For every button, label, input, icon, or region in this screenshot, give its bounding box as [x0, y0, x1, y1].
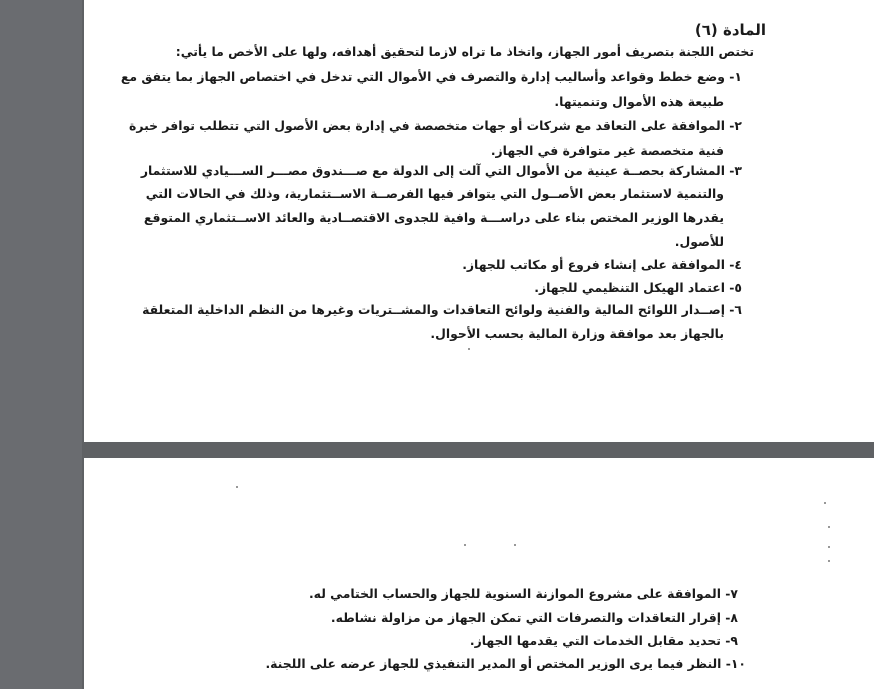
- scan-speck: [468, 348, 470, 350]
- clause-line: ٢- الموافقة على التعاقد مع شركات أو جهات متخصصة في إدارة بعض الأصول التي تتطلب توافر خبرة: [129, 118, 742, 133]
- scan-speck: [514, 544, 516, 546]
- clause-line: ٧- الموافقة على مشروع الموازنة السنوية للجهاز والحساب الختامي له.: [308, 586, 738, 601]
- clause-line: ٦- إصــدار اللوائح المالية والفنية ولوائح التعاقدات والمشــتريات وغيرها من النظم الداخلية المتعلقة: [142, 302, 742, 317]
- clause-line: فنية متخصصة غير متوافرة في الجهاز.: [490, 143, 724, 158]
- viewer-left-margin: [0, 0, 82, 689]
- clause-line: بالجهاز بعد موافقة وزارة المالية بحسب الأحوال.: [430, 326, 724, 341]
- clause-line: ١٠- النظر فيما يرى الوزير المختص أو المدير التنفيذي للجهاز عرضه على اللجنة.: [265, 656, 746, 671]
- document-page-1[interactable]: [84, 0, 874, 442]
- document-page-2[interactable]: [84, 458, 874, 689]
- clause-line: للأصول.: [674, 234, 724, 249]
- clause-line: ١- وضع خطط وقواعد وأساليب إدارة والتصرف في الأموال التي تدخل في اختصاص الجهاز بما يتفق مع: [120, 69, 742, 84]
- clause-line: ٥- اعتماد الهيكل التنظيمي للجهاز.: [534, 280, 742, 295]
- clause-line: والتنمية لاستثمار بعض الأصــول التي يتوافر فيها الفرصــة الاســتثمارية، وذلك في الحالات التي: [145, 186, 724, 201]
- clause-line: ٤- الموافقة على إنشاء فروع أو مكاتب للجهاز.: [462, 257, 742, 272]
- scan-speck: [828, 546, 830, 548]
- scan-speck: [236, 486, 238, 488]
- article-intro: تختص اللجنة بتصريف أمور الجهاز، واتخاذ ما تراه لازما لتحقيق أهدافه، ولها على الأخص ما يأتي:: [175, 44, 754, 59]
- clause-line: يقدرها الوزير المختص بناء على دراســـة وافية للجدوى الاقتصــادية والعائد الاســتثماري المتوقع: [143, 210, 724, 225]
- scan-speck: [828, 560, 830, 562]
- clause-line: ٣- المشاركة بحصــة عينية من الأموال التي آلت إلى الدولة مع صـــندوق مصـــر الســـيادي للاستثمار: [140, 163, 742, 178]
- article-title: المادة (٦): [694, 21, 766, 39]
- clause-line: ٩- تحديد مقابل الخدمات التي يقدمها الجهاز.: [469, 633, 738, 648]
- clause-line: طبيعة هذه الأموال وتنميتها.: [554, 94, 724, 109]
- scan-speck: [828, 526, 830, 528]
- scan-speck: [824, 502, 826, 504]
- clause-line: ٨- إقرار التعاقدات والتصرفات التي تمكن الجهاز من مزاولة نشاطه.: [330, 610, 738, 625]
- scan-speck: [464, 544, 466, 546]
